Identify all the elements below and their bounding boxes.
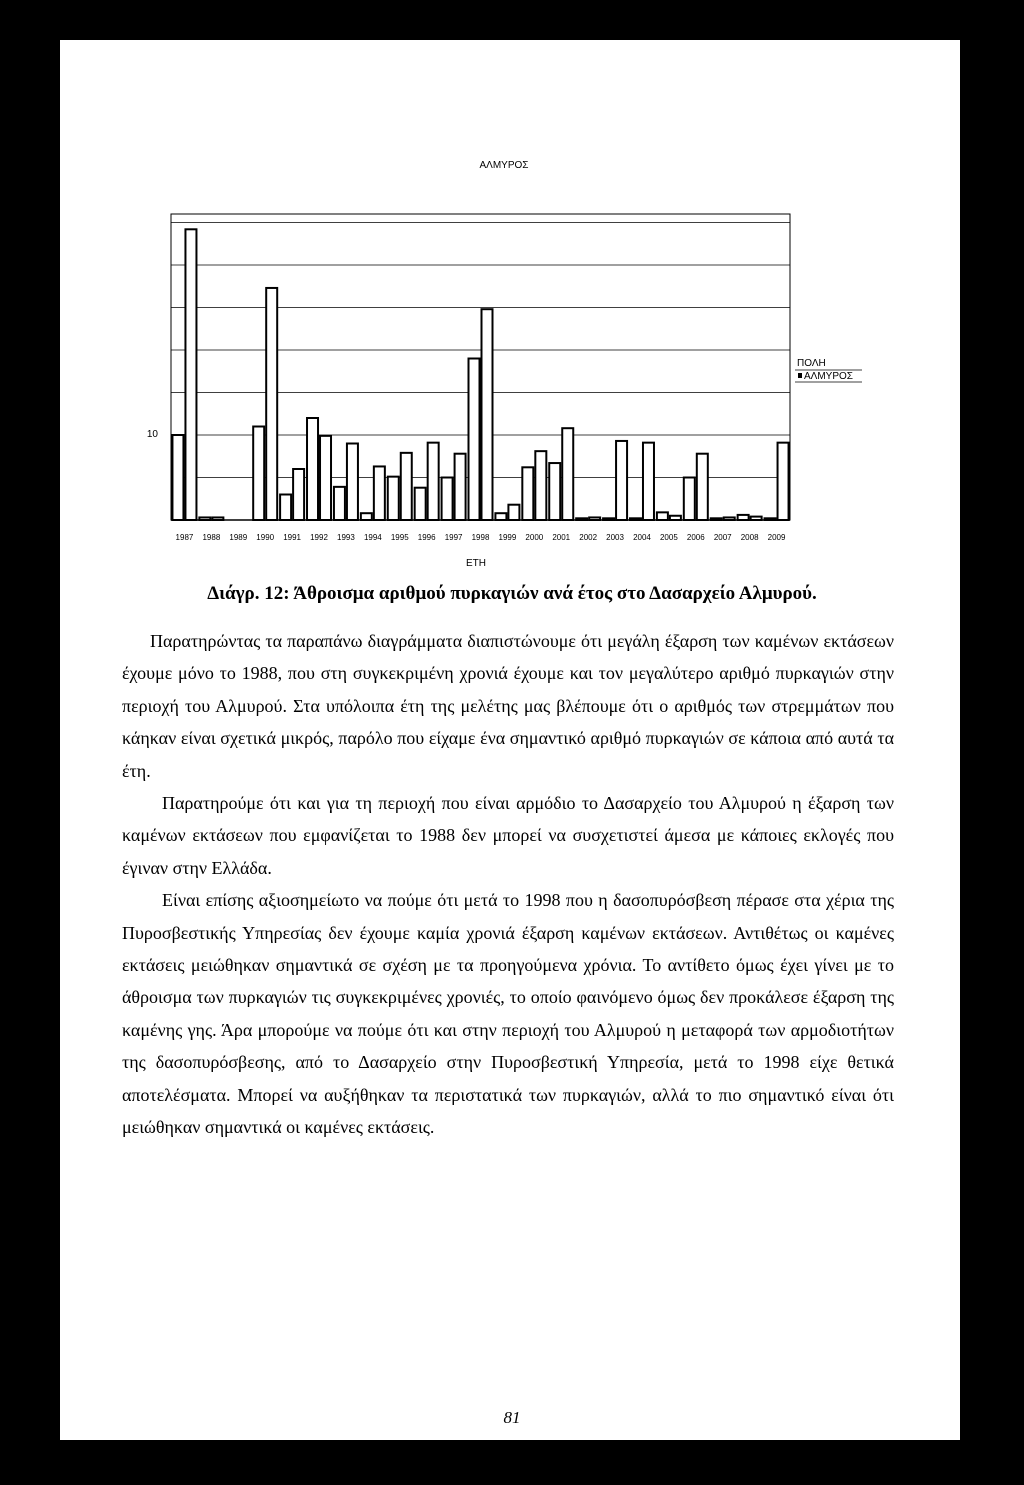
bar-1987-1 — [172, 435, 183, 520]
x-tick-label: 1998 — [471, 533, 490, 542]
bar-1991-2 — [293, 469, 304, 520]
x-tick-label: 1994 — [363, 533, 382, 542]
legend-title: ΠΟΛΗ — [797, 358, 826, 369]
bar-2004-2 — [643, 443, 654, 520]
x-tick-label: 1999 — [498, 533, 517, 542]
bar-1987-2 — [185, 229, 196, 520]
bar-2000-1 — [522, 467, 533, 520]
page-number: 81 — [503, 1408, 521, 1427]
x-tick-label: 2004 — [633, 533, 651, 542]
bar-2008-1 — [738, 515, 749, 520]
x-tick-label: 1995 — [390, 533, 409, 542]
bar-1999-1 — [495, 513, 506, 520]
bar-1998-1 — [469, 359, 480, 521]
bar-1993-1 — [334, 487, 345, 520]
legend-swatch — [798, 373, 802, 378]
paragraph-1: Παρατηρώντας τα παραπάνω διαγράμματα διαπιστώνουμε ότι μεγάλη έξαρση των καμένων εκτάσεων έχουμε μόνο το 1988, που στη συγκεκριμένη χρονιά έχουμε και τον μεγαλύτερο αριθμό πυρκαγιών στην περιοχή του Αλμυρού. Στα υπόλοιπα έτη της μελέτης μας βλέπουμε ότι ο αριθμός των στρεμμάτων που κάηκαν είναι σχετικά μικρός, παρόλο που είχαμε ένα σημαντικό αριθμό πυρκαγιών σε κάποια από αυτά τα έτη. — [122, 631, 894, 781]
bar-2000-2 — [535, 451, 546, 520]
x-tick-label: 2006 — [686, 533, 705, 542]
bar-1994-2 — [374, 466, 385, 520]
x-tick-label: 1996 — [417, 533, 436, 542]
x-tick-label: 1989 — [229, 533, 248, 542]
figure-caption: Διάγρ. 12: Άθροισμα αριθμού πυρκαγιών ανά έτος στο Δασαρχείο Αλμυρού. — [207, 583, 817, 604]
x-tick-label: 1997 — [444, 533, 463, 542]
x-tick-label: 1993 — [337, 533, 355, 542]
bar-1992-1 — [307, 418, 318, 520]
bar-2009-2 — [778, 443, 789, 520]
bar-1995-1 — [388, 477, 399, 520]
bar-2001-1 — [549, 463, 560, 520]
x-tick-label: 2000 — [525, 533, 544, 542]
x-tick-label: 1992 — [310, 533, 328, 542]
paragraph-2: Παρατηρούμε ότι και για τη περιοχή που είναι αρμόδιο το Δασαρχείο του Αλμυρού η έξαρση των καμένων εκτάσεων που εμφανίζεται το 1988 δεν μπορεί να συσχετιστεί άμεσα με κάποιες εκλογές που έγιναν στην Ελλάδα. — [122, 793, 894, 878]
legend-item-label: ΑΛΜΥΡΟΣ — [804, 371, 853, 382]
bar-1990-1 — [253, 427, 264, 521]
x-tick-label: 2005 — [659, 533, 678, 542]
bar-1997-2 — [455, 454, 466, 520]
x-tick-label: 2007 — [713, 533, 732, 542]
x-tick-label: 2003 — [606, 533, 624, 542]
bar-chart — [0, 0, 1024, 575]
bar-1991-1 — [280, 495, 291, 521]
bar-2006-2 — [697, 454, 708, 520]
paragraph-3: Είναι επίσης αξιοσημείωτο να πούμε ότι μετά το 1998 που η δασοπυρόσβεση πέρασε στα χέρια της Πυροσβεστικής Υπηρεσίας δεν έχουμε καμία χρονιά έξαρση καμένων εκτάσεων. Αντιθέτως οι καμένες εκτάσεις μειώθηκαν σημαντικά σε σχέση με τα προηγούμενα χρόνια. Το αντίθετο όμως έχει γίνει με το άθροισμα των πυρκαγιών τις συγκεκριμένες χρονιές, το οποίο φαινόμενο όμως δεν προκάλεσε έξαρση της καμένης γης. Άρα μπορούμε να πούμε ότι και στην περιοχή του Αλμυρού η μεταφορά των αρμοδιοτήτων της δασοπυρόσβεσης, από το Δασαρχείο στην Πυροσβεστική Υπηρεσία, μετά το 1998 είχε θετικά αποτελέσματα. Μπορεί να αυξήθηκαν τα περιστατικά των πυρκαγιών, αλλά το πιο σημαντικό είναι ότι μειώθηκαν σημαντικά οι καμένες εκτάσεις. — [122, 890, 894, 1138]
bar-1995-2 — [401, 453, 412, 520]
x-tick-label: 1990 — [256, 533, 275, 542]
x-tick-label: 2008 — [740, 533, 759, 542]
bar-1999-2 — [508, 505, 519, 520]
legend — [795, 358, 862, 382]
bar-1996-2 — [428, 443, 439, 520]
bar-2001-2 — [562, 428, 573, 520]
x-tick-label: 1987 — [175, 533, 194, 542]
chart-title: ΑΛΜΥΡΟΣ — [479, 160, 529, 171]
x-tick-label: 2009 — [767, 533, 786, 542]
x-tick-labels — [176, 533, 786, 542]
bar-2003-2 — [616, 441, 627, 520]
x-axis-label: ΕΤΗ — [466, 558, 486, 569]
x-tick-label: 1988 — [202, 533, 221, 542]
bar-1998-2 — [482, 309, 493, 520]
x-tick-label: 2001 — [552, 533, 571, 542]
bar-1994-1 — [361, 513, 372, 520]
x-tick-label: 1991 — [283, 533, 302, 542]
body-text — [122, 625, 894, 1144]
bar-1990-2 — [266, 288, 277, 520]
bar-1992-2 — [320, 436, 331, 520]
bar-2005-1 — [657, 512, 668, 520]
x-tick-label: 2002 — [579, 533, 598, 542]
bar-2006-1 — [684, 478, 695, 521]
bar-1993-2 — [347, 444, 358, 521]
bar-1996-1 — [415, 488, 426, 520]
y-tick-label: 10 — [146, 429, 158, 440]
bar-1997-1 — [442, 478, 453, 521]
